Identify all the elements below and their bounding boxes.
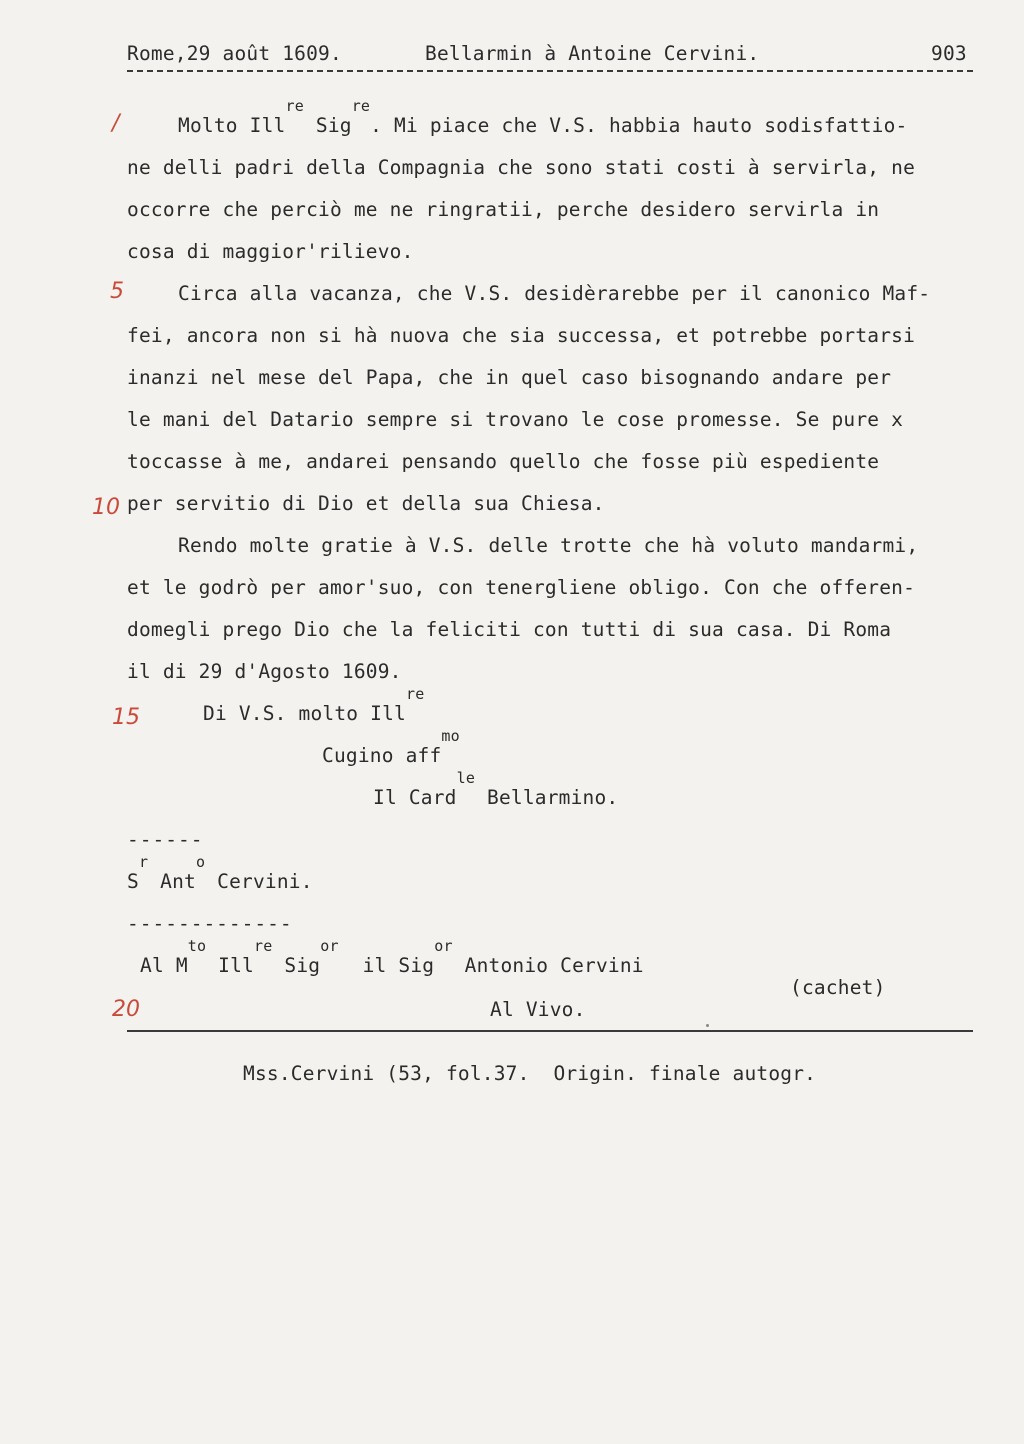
paragraph-2-line-3: inanzi nel mese del Papa, che in quel caso bisognando andare per	[127, 366, 892, 389]
margin-number-15: 15	[112, 705, 140, 730]
paragraph-2-line-6: per servitio di Dio et della sua Chiesa.	[127, 492, 605, 515]
paragraph-2-line-4: le mani del Datario sempre si trovano le cose promesse. Se pure x	[127, 408, 904, 431]
paragraph-1-line-1: Molto Ill$^{re}$ Sig$^{re}$. Mi piace che V.S. habbia hauto sodisfattio-	[178, 97, 908, 137]
closing-line-1: Di V.S. molto Ill$^{re}$	[203, 685, 425, 725]
header-rule	[127, 70, 973, 72]
closing-line-2: Cugino aff$^{mo}$	[322, 727, 460, 767]
margin-number-10: 10	[92, 495, 120, 520]
address-line-2: Al Vivo.	[490, 998, 586, 1021]
paragraph-1-line-4: cosa di maggior'rilievo.	[127, 240, 414, 263]
paragraph-1-line-2: ne delli padri della Compagnia che sono stati costi à servirla, ne	[127, 156, 916, 179]
paragraph-3-line-1: Rendo molte gratie à V.S. delle trotte che hà voluto mandarmi,	[178, 534, 919, 557]
footer-rule	[127, 1030, 973, 1032]
paragraph-1-line-3: occorre che perciò me ne ringratii, perche desidero servirla in	[127, 198, 880, 221]
paragraph-2-line-5: toccasse à me, andarei pensando quello che fosse più espediente	[127, 450, 880, 473]
separator-short: ------	[127, 828, 204, 851]
margin-number-1: /	[112, 111, 120, 136]
recipient-line: $S^r$ Ant$^o$ Cervini.	[127, 853, 313, 893]
header-place-date: Rome,29 août 1609.	[127, 42, 342, 65]
signature-line: Il Card$^{le}$ Bellarmino.	[373, 769, 619, 809]
source-reference: Mss.Cervini (53, fol.37. Origin. finale autogr.	[243, 1062, 817, 1085]
paragraph-3-line-2: et le godrò per amor'suo, con tenergliene obligo. Con che offeren-	[127, 576, 916, 599]
paragraph-2-line-2: fei, ancora non si hà nuova che sia successa, et potrebbe portarsi	[127, 324, 916, 347]
ink-speck	[706, 1024, 709, 1027]
margin-number-20: 20	[112, 997, 140, 1022]
paragraph-3-line-4: il di 29 d'Agosto 1609.	[127, 660, 402, 683]
address-line-1: Al $M^{to}$ Ill$^{re}$ Sig$^{or}$ il Sig$^{or}$ Antonio Cervini	[140, 937, 644, 977]
paragraph-3-line-3: domegli prego Dio che la feliciti con tutti di sua casa. Di Roma	[127, 618, 892, 641]
margin-number-5: 5	[110, 279, 124, 304]
separator-long: -------------	[127, 912, 293, 935]
cachet-note: (cachet)	[790, 976, 886, 999]
page-number: 903	[931, 42, 967, 65]
header-title: Bellarmin à Antoine Cervini.	[425, 42, 760, 65]
paragraph-2-line-1: Circa alla vacanza, che V.S. desidèrarebbe per il canonico Maf-	[178, 282, 931, 305]
